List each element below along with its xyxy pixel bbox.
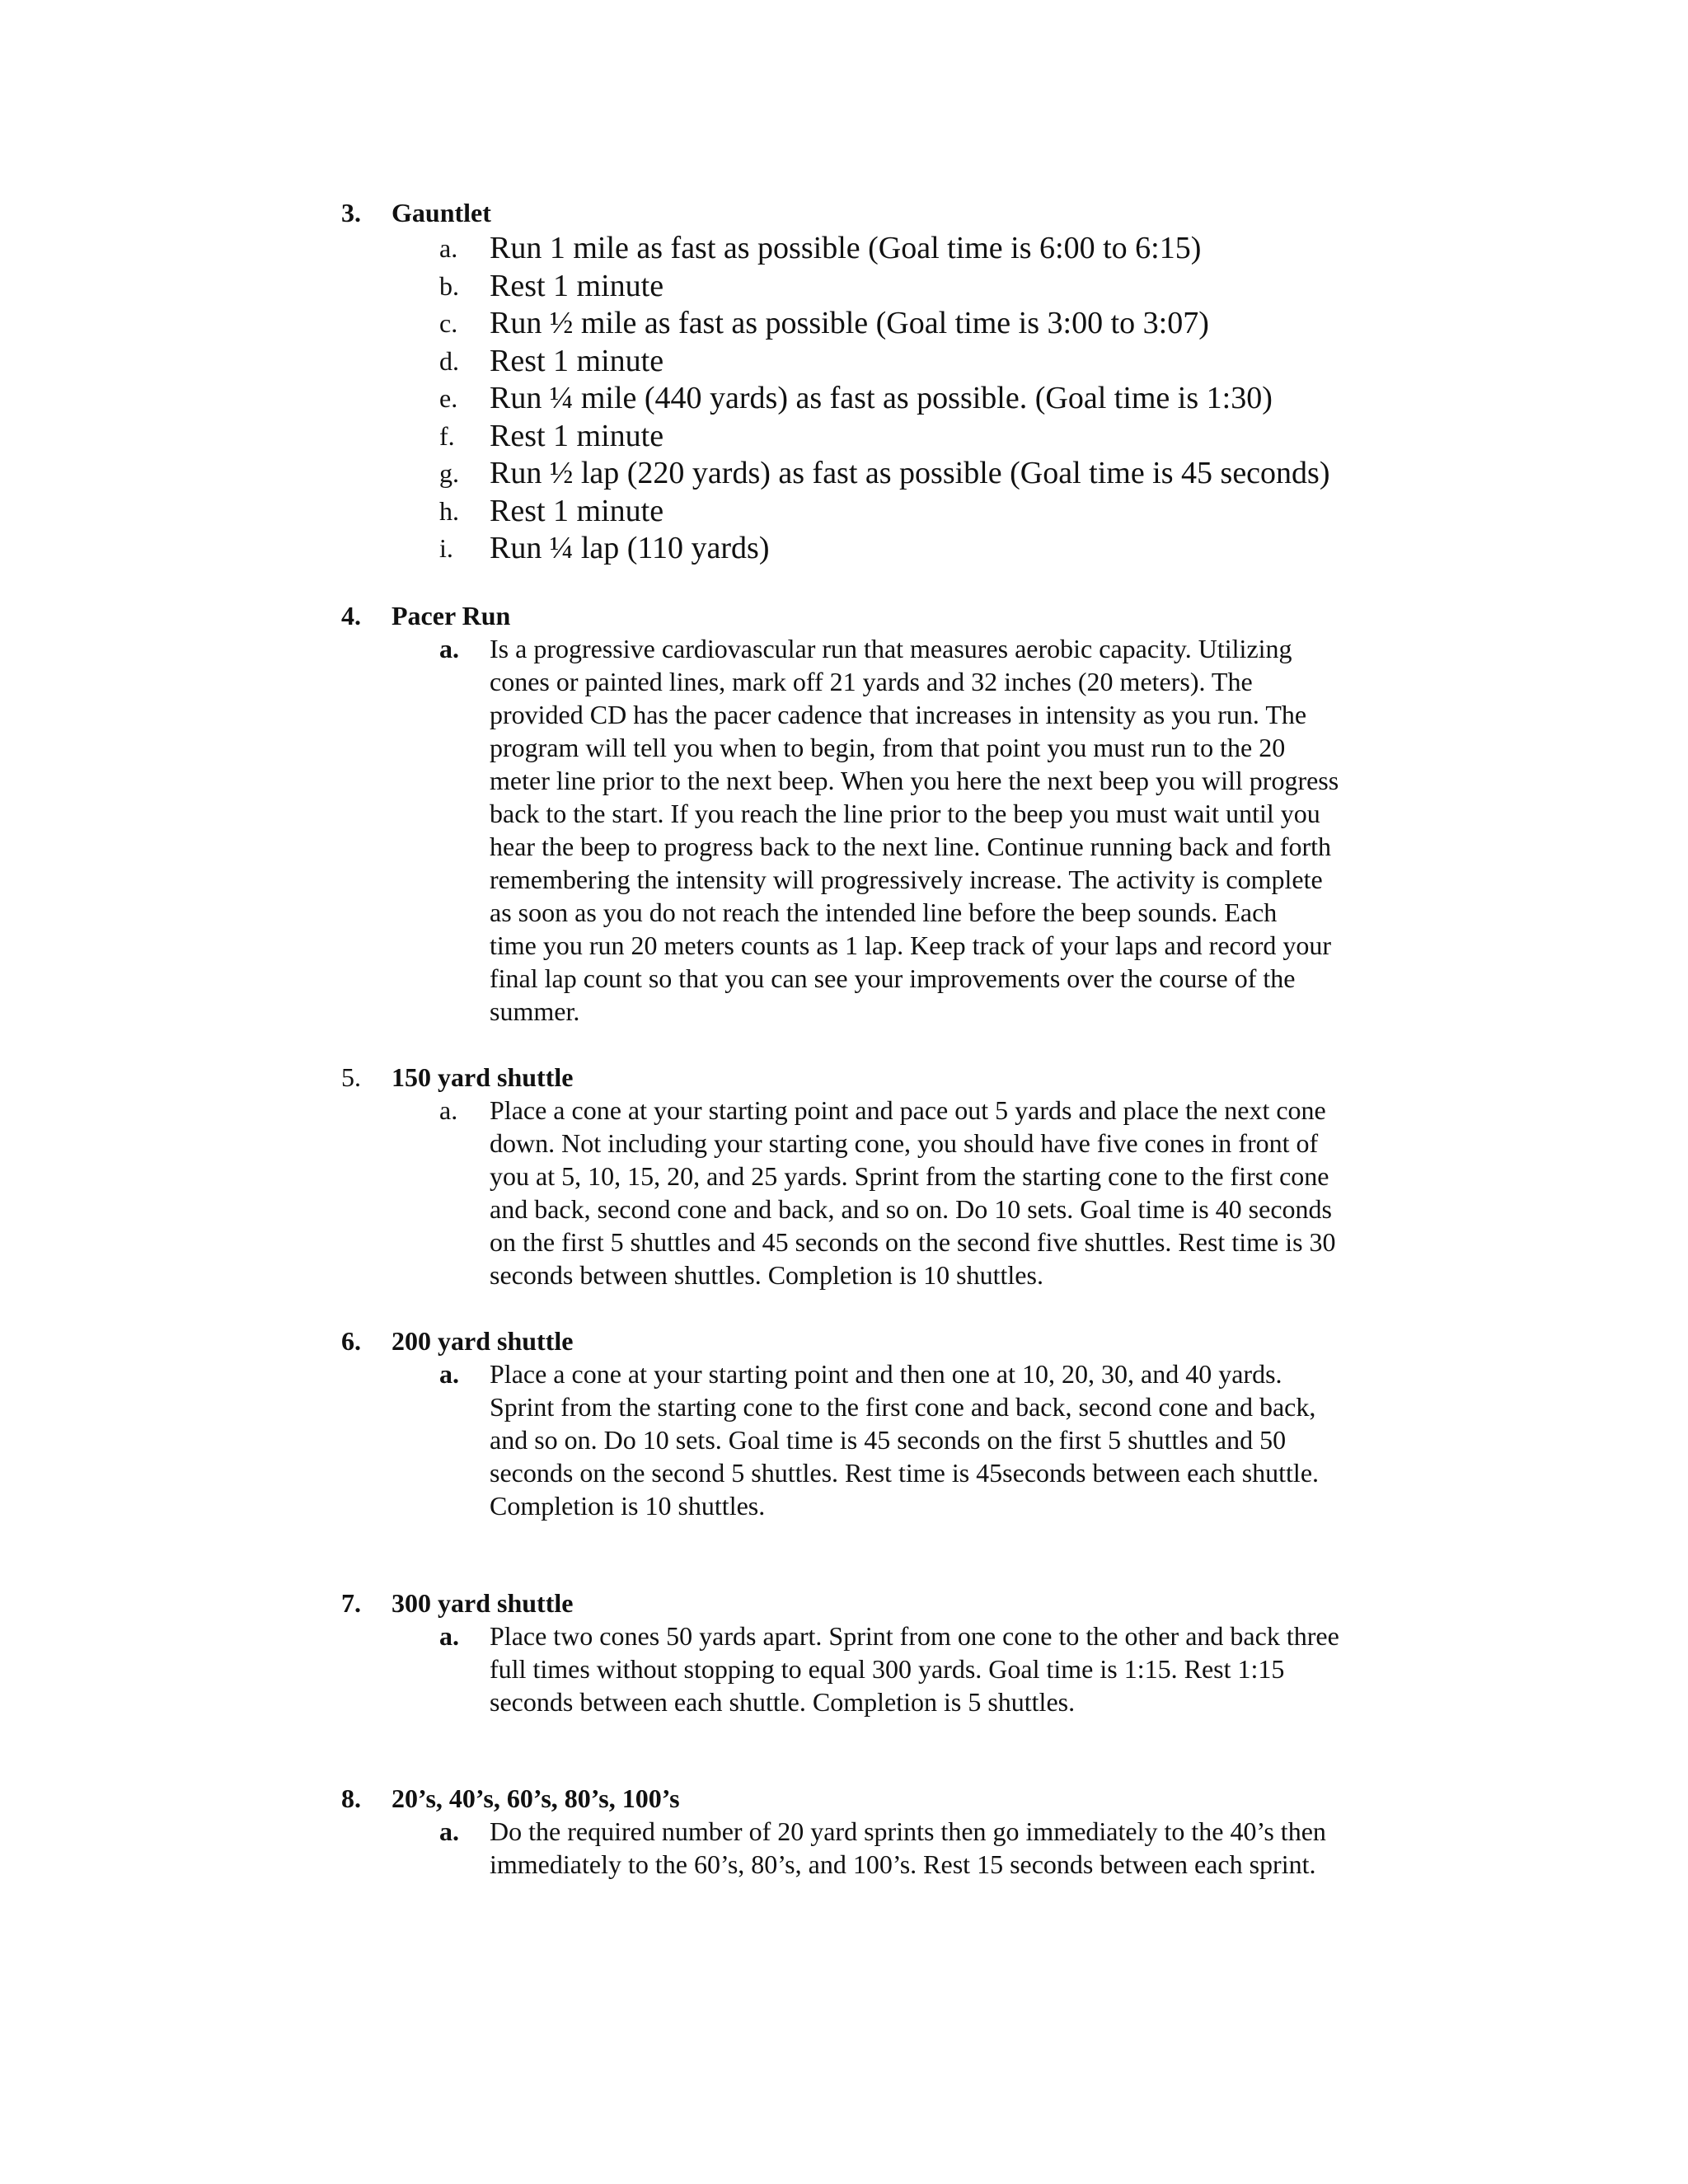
text-line: seconds on the second 5 shuttles. Rest time is 45seconds between each shuttle.	[490, 1458, 1320, 1488]
text-line: on the first 5 shuttles and 45 seconds on the second five shuttles. Rest time is 30	[490, 1227, 1336, 1257]
item-letter: f.	[439, 421, 455, 451]
item-letter: a.	[439, 634, 459, 663]
section-number: 5.	[341, 1062, 361, 1092]
item-paragraph	[490, 1815, 1326, 1881]
item-letter: i.	[439, 533, 453, 563]
text-line: down. Not including your starting cone, you should have five cones in front of	[490, 1128, 1319, 1158]
text-line: seconds between shuttles. Completion is 10 shuttles.	[490, 1260, 1043, 1290]
text-line: program will tell you when to begin, from that point you must run to the 20	[490, 733, 1286, 762]
item-text: Run ¼ lap (110 yards)	[490, 531, 770, 565]
item-paragraph	[490, 1094, 1336, 1291]
item-letter: g.	[439, 458, 459, 488]
text-line: provided CD has the pacer cadence that increases in intensity as you run. The	[490, 700, 1307, 729]
text-line: as soon as you do not reach the intended line before the beep sounds. Each	[490, 898, 1278, 927]
text-line: Place a cone at your starting point and then one at 10, 20, 30, and 40 yards.	[490, 1359, 1282, 1389]
section-number: 6.	[341, 1326, 361, 1356]
text-line: remembering the intensity will progressively increase. The activity is complete	[490, 865, 1323, 894]
section-title: 200 yard shuttle	[392, 1326, 574, 1356]
item-letter: e.	[439, 383, 458, 413]
section-title: 300 yard shuttle	[392, 1588, 574, 1618]
text-line: Is a progressive cardiovascular run that measures aerobic capacity. Utilizing	[490, 634, 1292, 663]
item-text: Run ¼ mile (440 yards) as fast as possible. (Goal time is 1:30)	[490, 381, 1273, 415]
section-title: Gauntlet	[392, 198, 491, 227]
item-letter: a.	[439, 233, 458, 263]
item-letter: a.	[439, 1095, 458, 1125]
text-line: and so on. Do 10 sets. Goal time is 45 seconds on the first 5 shuttles and 50	[490, 1425, 1287, 1455]
item-text: Rest 1 minute	[490, 269, 664, 303]
item-paragraph	[490, 1619, 1339, 1718]
item-letter: c.	[439, 308, 458, 338]
text-line: meter line prior to the next beep. When you here the next beep you will progress	[490, 766, 1339, 795]
text-line: you at 5, 10, 15, 20, and 25 yards. Sprint from the starting cone to the first cone	[490, 1161, 1329, 1191]
item-letter: h.	[439, 496, 459, 526]
item-text: Rest 1 minute	[490, 494, 664, 528]
item-text: Run ½ lap (220 yards) as fast as possible (Goal time is 45 seconds)	[490, 456, 1330, 490]
text-line: Do the required number of 20 yard sprints then go immediately to the 40’s then	[490, 1816, 1326, 1846]
item-letter: a.	[439, 1359, 459, 1389]
item-paragraph	[490, 1357, 1319, 1522]
text-line: Completion is 10 shuttles.	[490, 1491, 766, 1521]
text-line: cones or painted lines, mark off 21 yards and 32 inches (20 meters). The	[490, 667, 1253, 696]
text-line: final lap count so that you can see your improvements over the course of the	[490, 963, 1296, 993]
text-line: seconds between each shuttle. Completion is 5 shuttles.	[490, 1687, 1076, 1717]
section-number: 7.	[341, 1588, 361, 1618]
text-line: immediately to the 60’s, 80’s, and 100’s. Rest 15 seconds between each sprint.	[490, 1849, 1316, 1879]
text-line: back to the start. If you reach the line prior to the beep you must wait until you	[490, 799, 1320, 828]
section-title: 20’s, 40’s, 60’s, 80’s, 100’s	[392, 1783, 680, 1813]
text-line: Place a cone at your starting point and pace out 5 yards and place the next cone	[490, 1095, 1326, 1125]
item-letter: a.	[439, 1621, 459, 1651]
item-text: Rest 1 minute	[490, 419, 664, 453]
item-paragraph	[490, 632, 1339, 1028]
section-title: 150 yard shuttle	[392, 1062, 574, 1092]
text-line: time you run 20 meters counts as 1 lap. Keep track of your laps and record your	[490, 930, 1332, 960]
item-letter: a.	[439, 1816, 459, 1846]
section-number: 3.	[341, 198, 361, 227]
text-line: Sprint from the starting cone to the first cone and back, second cone and back,	[490, 1392, 1316, 1422]
item-text: Run ½ mile as fast as possible (Goal time is 3:00 to 3:07)	[490, 306, 1209, 340]
item-text: Rest 1 minute	[490, 344, 664, 378]
text-line: hear the beep to progress back to the next line. Continue running back and forth	[490, 832, 1332, 861]
text-line: full times without stopping to equal 300 yards. Goal time is 1:15. Rest 1:15	[490, 1654, 1285, 1684]
section-number: 8.	[341, 1783, 361, 1813]
text-line: and back, second cone and back, and so on. Do 10 sets. Goal time is 40 seconds	[490, 1194, 1332, 1224]
item-letter: b.	[439, 271, 459, 301]
section-number: 4.	[341, 601, 361, 630]
text-line: Place two cones 50 yards apart. Sprint from one cone to the other and back three	[490, 1621, 1339, 1651]
item-letter: d.	[439, 346, 459, 376]
item-text: Run 1 mile as fast as possible (Goal time is 6:00 to 6:15)	[490, 231, 1202, 265]
text-line: summer.	[490, 996, 580, 1026]
section-title: Pacer Run	[392, 601, 511, 630]
